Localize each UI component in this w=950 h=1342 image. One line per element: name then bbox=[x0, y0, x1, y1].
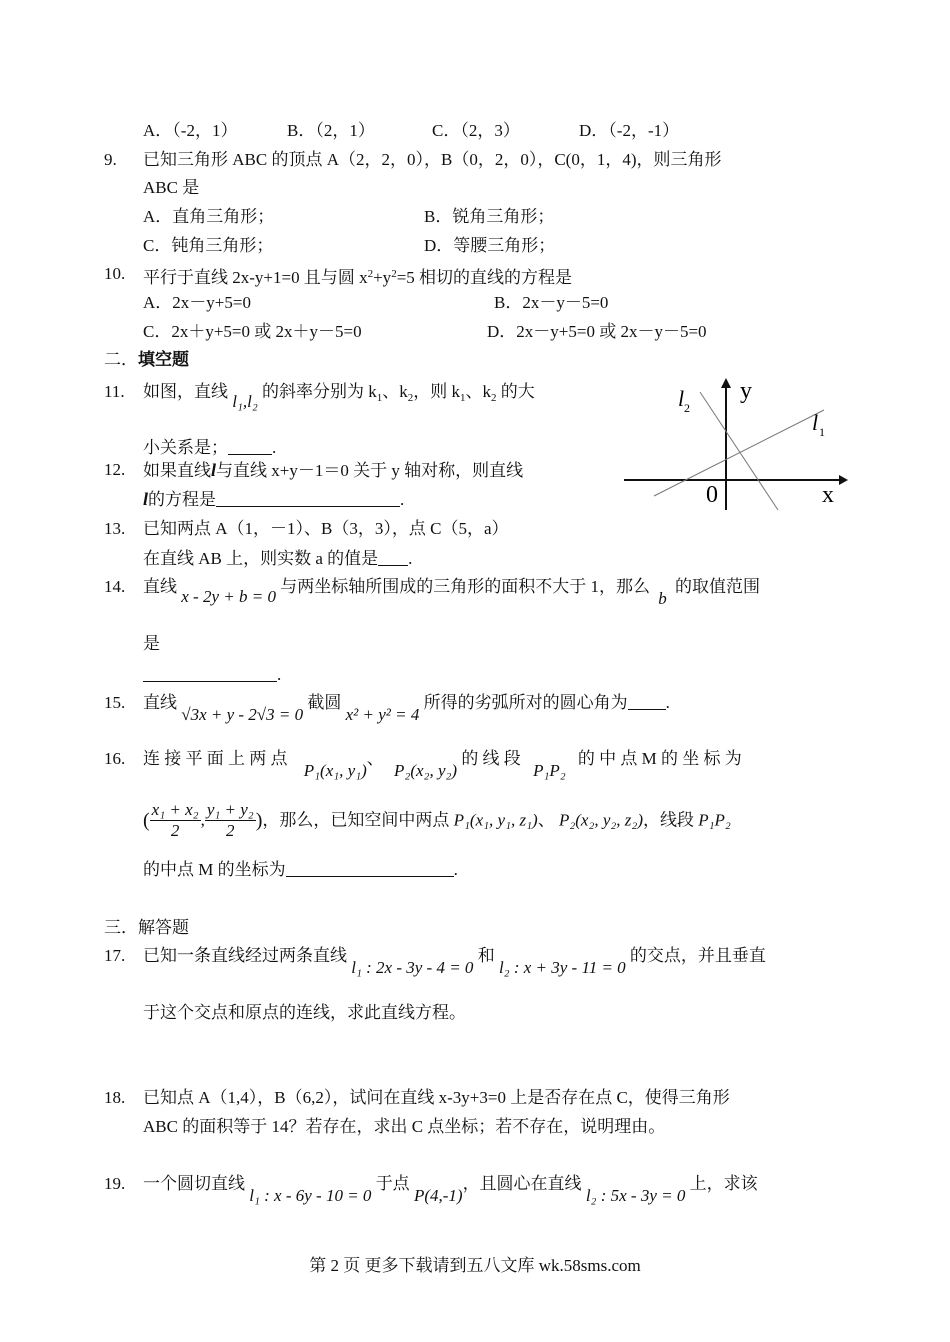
q15-number: 15. bbox=[104, 693, 126, 712]
q9-text-line2: ABC 是 bbox=[143, 178, 200, 197]
q10-option-d: D．2x－y+5=0 或 2x－y－5=0 bbox=[487, 322, 707, 341]
q17-text-line2: 于这个交点和原点的连线，求此直线方程。 bbox=[143, 1003, 466, 1022]
l1-subscript: 1 bbox=[819, 425, 825, 439]
q16-fraction-y: $\frac{\text{y₁ + y₂}}{2}$ bbox=[206, 800, 254, 840]
q9-option-b: B．锐角三角形； bbox=[424, 207, 555, 226]
q12-number: 12. bbox=[104, 460, 126, 479]
q11-answer-blank bbox=[228, 438, 272, 455]
q13-number: 13. bbox=[104, 519, 126, 538]
q10-option-b: B．2x－y－5=0 bbox=[494, 293, 609, 312]
q14-equation: x - 2y + b = 0 bbox=[181, 587, 276, 606]
q11-text-line2: 小关系是； . bbox=[143, 438, 277, 457]
q12-answer-blank bbox=[216, 490, 400, 507]
q9-number: 9. bbox=[104, 150, 117, 169]
q9-option-a: A．直角三角形； bbox=[143, 207, 275, 226]
q10-text: 平行于直线 2x-y+1=0 且与圆 $x^2+y^2=5$ 相切的直线的方程是 bbox=[143, 268, 573, 287]
q10-option-a: A．2x－y+5=0 bbox=[143, 293, 251, 312]
q18-text-line1: 已知点 A（1,4），B（6,2），试问在直线 x-3y+3=0 上是否存在点 C，使得三角形 bbox=[143, 1088, 730, 1107]
q10-number: 10. bbox=[104, 264, 126, 283]
q14-text-line1: 直线 x - 2y + b = 0 与两坐标轴所围成的三角形的面积不大于 1，那么 b 的取值范围 bbox=[143, 577, 760, 608]
q11-number: 11. bbox=[104, 382, 125, 401]
q15-answer-blank bbox=[628, 693, 666, 710]
q8-option-c: C．（2，3） bbox=[432, 121, 520, 140]
section-3-heading: 三．解答题 bbox=[104, 918, 189, 937]
x-axis-label: x bbox=[822, 482, 834, 508]
y-axis-arrow-icon bbox=[721, 378, 731, 388]
l1-label: l bbox=[812, 410, 819, 435]
l2-label: l bbox=[678, 386, 685, 411]
x-axis-arrow-icon bbox=[839, 475, 848, 485]
q13-text-line2: 在直线 AB 上，则实数 a 的值是 . bbox=[143, 549, 413, 568]
coordinate-figure bbox=[618, 370, 858, 520]
q9-option-c: C．钝角三角形； bbox=[143, 236, 274, 255]
q18-number: 18. bbox=[104, 1088, 126, 1107]
q11-lines-math: l₁,l₂ bbox=[232, 392, 258, 411]
q8-option-a: A．（-2，1） bbox=[143, 121, 238, 140]
origin-label: 0 bbox=[706, 482, 718, 508]
q9-option-d: D．等腰三角形； bbox=[424, 236, 556, 255]
q13-answer-blank bbox=[378, 549, 408, 566]
q14-answer-blank bbox=[143, 665, 277, 682]
page-footer: 第 2 页 更多下载请到五八文库 wk.58sms.com bbox=[309, 1256, 641, 1275]
q14-number: 14. bbox=[104, 577, 126, 596]
q16-text-line2: ( $\frac{\text{x₁ + x₂}}{2}$ , $\frac{\text{y₁ + y₂}}{2}$ )，那么，已知空间中两点 P₁(x₁, y₁, z₁)、 P₂(x₂, y₂, z₂)，线段 P₁P₂ bbox=[143, 800, 731, 840]
q16-number: 16. bbox=[104, 749, 126, 768]
q10-option-c: C．2x＋y+5=0 或 2x＋y－5=0 bbox=[143, 322, 362, 341]
q14-answer-line: . bbox=[143, 664, 281, 686]
q16-text-line3: 的中点 M 的坐标为 . bbox=[143, 860, 458, 879]
q14-text-line2: 是 bbox=[143, 634, 160, 653]
l2-subscript: 2 bbox=[684, 401, 690, 415]
q16-text-line1: 连 接 平 面 上 两 点 P₁(x₁, y₁)、 P₂(x₂, y₂) 的 线 段 P₁P₂ 的 中 点 M 的 坐 标 为 bbox=[143, 749, 742, 780]
q18-text-line2: ABC 的面积等于 14？若存在，求出 C 点坐标；若不存在，说明理由。 bbox=[143, 1117, 666, 1136]
line-l1 bbox=[654, 410, 824, 496]
q17-number: 17. bbox=[104, 946, 126, 965]
q16-answer-blank bbox=[286, 860, 454, 877]
q17-text-line1: 已知一条直线经过两条直线 l₁ : 2x - 3y - 4 = 0 和 l₂ : x + 3y - 11 = 0 的交点，并且垂直 bbox=[143, 946, 766, 977]
q15-text: 直线 √3x + y - 2√3 = 0 截圆 x² + y² = 4 所得的劣弧所对的圆心角为 . bbox=[143, 693, 670, 724]
q12-text-line1: 如果直线l与直线 x+y－1＝0 关于 y 轴对称，则直线 bbox=[143, 460, 524, 480]
q16-fraction-x: $\frac{\text{x₁ + x₂}}{2}$ bbox=[151, 800, 199, 840]
q15-circle-equation: x² + y² = 4 bbox=[345, 705, 420, 724]
q13-text-line1: 已知两点 A（1，－1）、B（3，3），点 C（5，a） bbox=[143, 519, 509, 538]
q19-text: 一个圆切直线 l₁ : x - 6y - 10 = 0 于点 P(4,-1)，且圆心在直线 l₂ : 5x - 3y = 0 上，求该 bbox=[143, 1174, 758, 1205]
q15-line-equation: √3x + y - 2√3 = 0 bbox=[181, 705, 304, 724]
q8-option-d: D．（-2，-1） bbox=[579, 121, 680, 140]
section-2-heading: 二．填空题 bbox=[104, 350, 189, 369]
q11-text-line1: 如图，直线 l₁,l₂ 的斜率分别为 $k_1$、$k_2$，则 $k_1$、$k_2$ 的大 bbox=[143, 382, 535, 411]
q8-option-b: B．（2，1） bbox=[287, 121, 375, 140]
q19-number: 19. bbox=[104, 1174, 126, 1193]
y-axis-label: y bbox=[740, 378, 752, 404]
q12-text-line2: l的方程是 . bbox=[143, 489, 405, 509]
q9-text-line1: 已知三角形 ABC 的顶点 A（2，2，0），B（0，2，0），C(0，1，4)，则三角形 bbox=[143, 150, 722, 169]
